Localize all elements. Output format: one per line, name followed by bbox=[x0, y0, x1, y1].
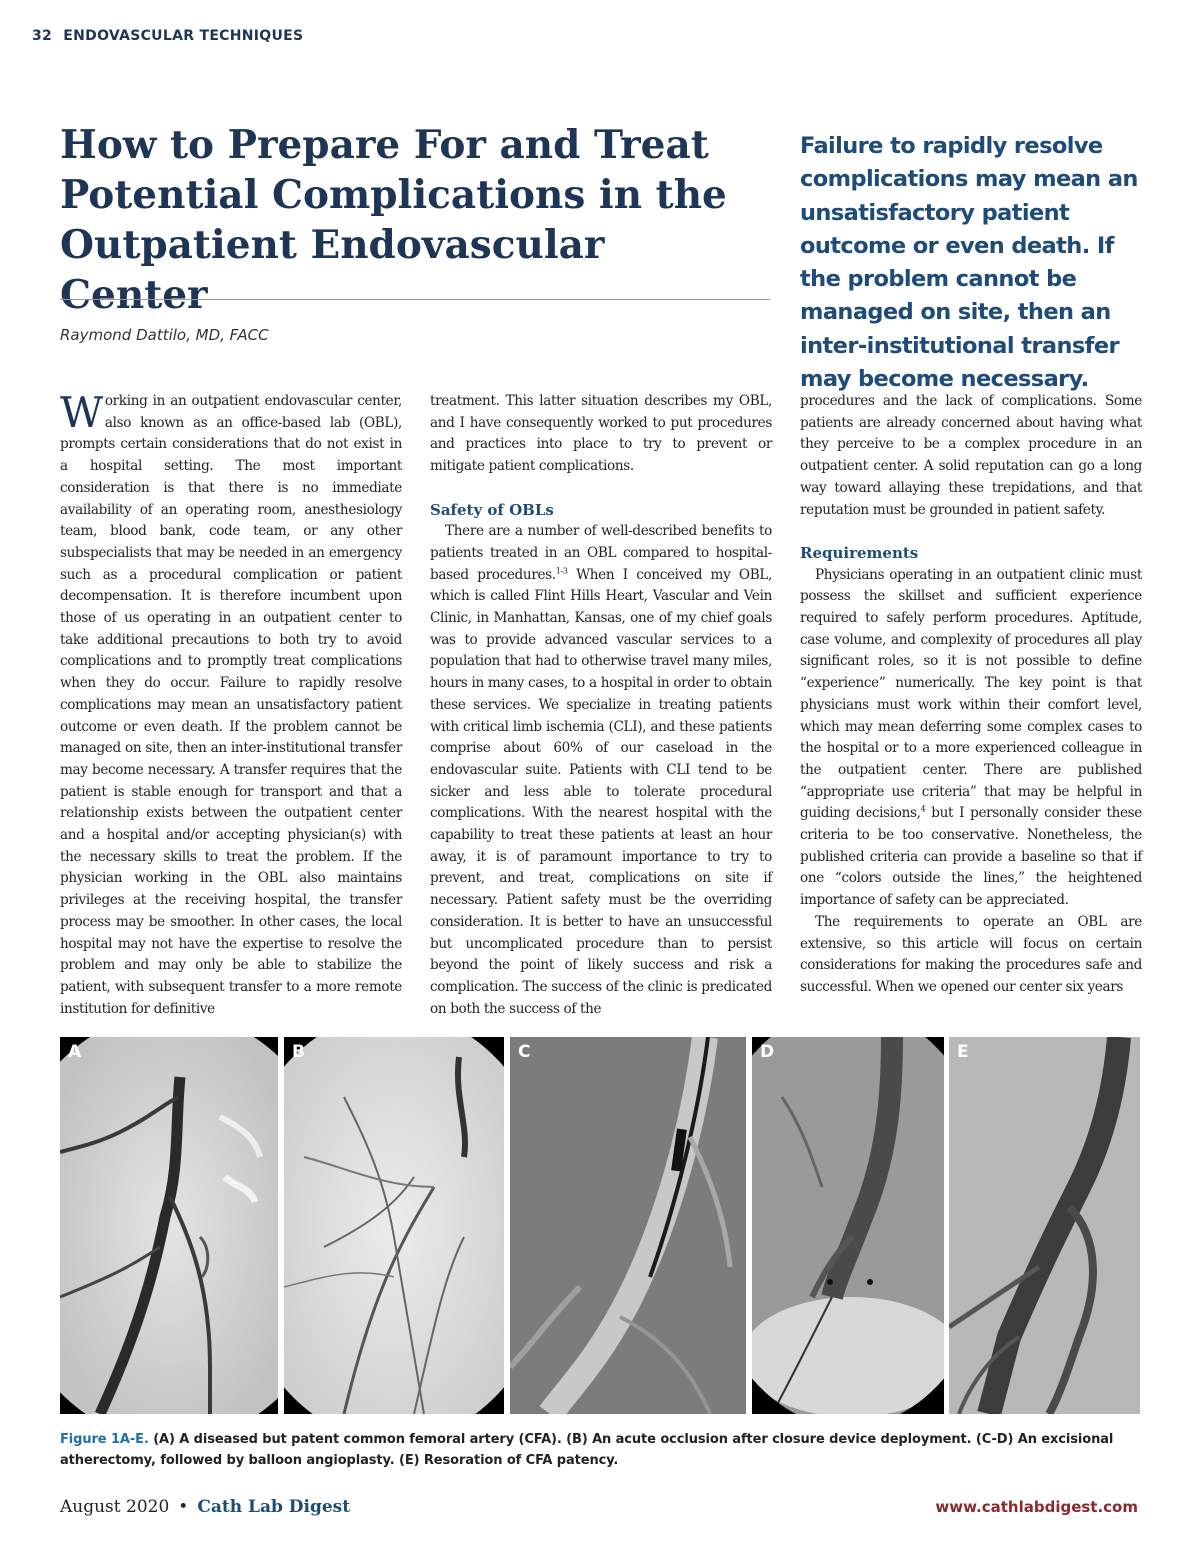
citation-superscript: 1-3 bbox=[555, 566, 568, 576]
running-header bbox=[32, 28, 303, 44]
panel-label: B bbox=[292, 1042, 305, 1062]
caption-label: Figure 1A-E. bbox=[60, 1432, 149, 1447]
panel-label: D bbox=[760, 1042, 775, 1062]
section-heading-safety: Safety of OBLs bbox=[430, 500, 554, 519]
magazine-name: Cath Lab Digest bbox=[197, 1497, 351, 1517]
page-number: 32 bbox=[32, 28, 53, 44]
paragraph-text: Physicians operating in an outpatient clinic must possess the skillset and sufficient experience required to safely perform procedures. Aptitude, case volume, and complexity of procedures all play significant roles, so it is not possible to define “experience” numerically. The key point is that physicians must work within their comfort level, which may mean deferring some complex cases to the hospital or to a more experienced colleague in the outpatient center. There are published “appropriate use criteria” that may be helpful in guiding decisions, bbox=[800, 566, 1142, 822]
issue-date: August 2020 bbox=[60, 1497, 170, 1517]
body-column-1 bbox=[60, 388, 402, 1020]
figure-panel-e bbox=[949, 1037, 1140, 1414]
pull-quote: Failure to rapidly resolve complications may mean an unsatisfactory patient outcome or even death. If the problem cannot be managed on site, then an inter-institutional transfer may become necessary. bbox=[800, 133, 1138, 393]
website-link[interactable]: www.cathlabdigest.com bbox=[935, 1498, 1138, 1516]
author-byline: Raymond Dattilo, MD, FACC bbox=[60, 326, 269, 344]
caption-text: (A) A diseased but patent common femoral artery (CFA). (B) An acute occlusion after closure device deployment. (C-D) An excisional atherectomy, followed by balloon angioplasty. (E) Resoration of CFA patency. bbox=[60, 1432, 1114, 1468]
footer-issue bbox=[60, 1497, 350, 1517]
figure-panel-a bbox=[60, 1037, 278, 1414]
paragraph-text: but I personally consider these criteria to be too conservative. Nonetheless, the published criteria can provide a baseline so that if one “colors outside the lines,” the heightened importance of safety can be appreciated. bbox=[800, 805, 1142, 909]
paragraph bbox=[430, 521, 772, 1020]
angiography-figure bbox=[60, 1037, 1140, 1414]
section-heading-requirements: Requirements bbox=[800, 543, 919, 562]
panel-label: E bbox=[957, 1042, 969, 1062]
drop-cap: W bbox=[60, 388, 103, 437]
body-column-3 bbox=[800, 391, 1142, 999]
paragraph: procedures and the lack of complications. Some patients are already concerned about having what they perceive to be a complex procedure in an outpatient center. A solid reputation can go a long way toward allaying these trepidations, and that reputation must be grounded in patient safety. bbox=[800, 393, 1142, 518]
panel-label: C bbox=[518, 1042, 531, 1062]
paragraph-text: There are a number of well-described benefits to patients treated in an OBL compared to hospital-based procedures. bbox=[430, 523, 772, 583]
citation-superscript: 4 bbox=[920, 804, 926, 814]
article-title: How to Prepare For and Treat Potential Complications in the Outpatient Endovascular Center bbox=[60, 122, 727, 318]
panel-label: A bbox=[68, 1042, 82, 1062]
paragraph bbox=[60, 388, 402, 1020]
separator-dot: • bbox=[178, 1497, 189, 1517]
figure-panel-c bbox=[510, 1037, 746, 1414]
paragraph-text: orking in an outpatient endovascular center, also known as an office-based lab (OBL), prompts certain considerations that do not exist in a hospital setting. The most important consideration is that there is no immediate availability of an operating room, anesthesiology team, blood bank, code team, or any other subspecialists that may be needed in an emergency such as a procedural complication or patient decompensation. It is therefore incumbent upon those of us operating in an outpatient center to take additional precautions to both try to avoid complications and to promptly treat complications when they do occur. Failure to rapidly resolve complications may mean an unsatisfactory patient outcome or even death. If the problem cannot be managed on site, then an inter-institutional transfer may become necessary. A transfer requires that the patient is stable enough for transport and that a relationship exists between the outpatient center and a hospital and/or accepting physician(s) with the necessary skills to treat the problem. If the physician working in the OBL also maintains privileges at the receiving hospital, the transfer process may be smoother. In other cases, the local hospital may not have the expertise to resolve the problem and may only be able to stabilize the patient, with subsequent transfer to a more remote institution for definitive bbox=[60, 393, 402, 1017]
figure-panel-d bbox=[752, 1037, 944, 1414]
figure-caption bbox=[60, 1429, 1150, 1471]
figure-panel-b bbox=[284, 1037, 504, 1414]
paragraph: treatment. This latter situation describes my OBL, and I have consequently worked to put procedures and practices into place to try to prevent or mitigate patient complications. bbox=[430, 393, 772, 475]
paragraph-text: When I conceived my OBL, which is called Flint Hills Heart, Vascular and Vein Clinic, in Manhattan, Kansas, one of my chief goals was to provide advanced vascular services to a population that had to otherwise travel many miles, hours in many cases, to a hospital in order to obtain these services. We specialize in treating patients with critical limb ischemia (CLI), and these patients comprise about 60% of our caseload in the endovascular suite. Patients with CLI tend to be sicker and less able to tolerate procedural complications. With the nearest hospital with the capability to treat these patients at least an hour away, it is of paramount importance to try to prevent, and treat, complications on site if necessary. Patient safety must be the overriding consideration. It is better to have an unsuccessful but uncomplicated procedure than to persist beyond the point of likely success and risk a complication. The success of the clinic is predicated on both the success of the bbox=[430, 566, 772, 1017]
paragraph bbox=[800, 565, 1142, 912]
paragraph: The requirements to operate an OBL are extensive, so this article will focus on certain considerations for making the procedures safe and successful. When we opened our center six years bbox=[800, 913, 1142, 995]
body-column-2 bbox=[430, 391, 772, 1020]
title-divider bbox=[60, 299, 770, 300]
section-name: ENDOVASCULAR TECHNIQUES bbox=[63, 28, 304, 44]
